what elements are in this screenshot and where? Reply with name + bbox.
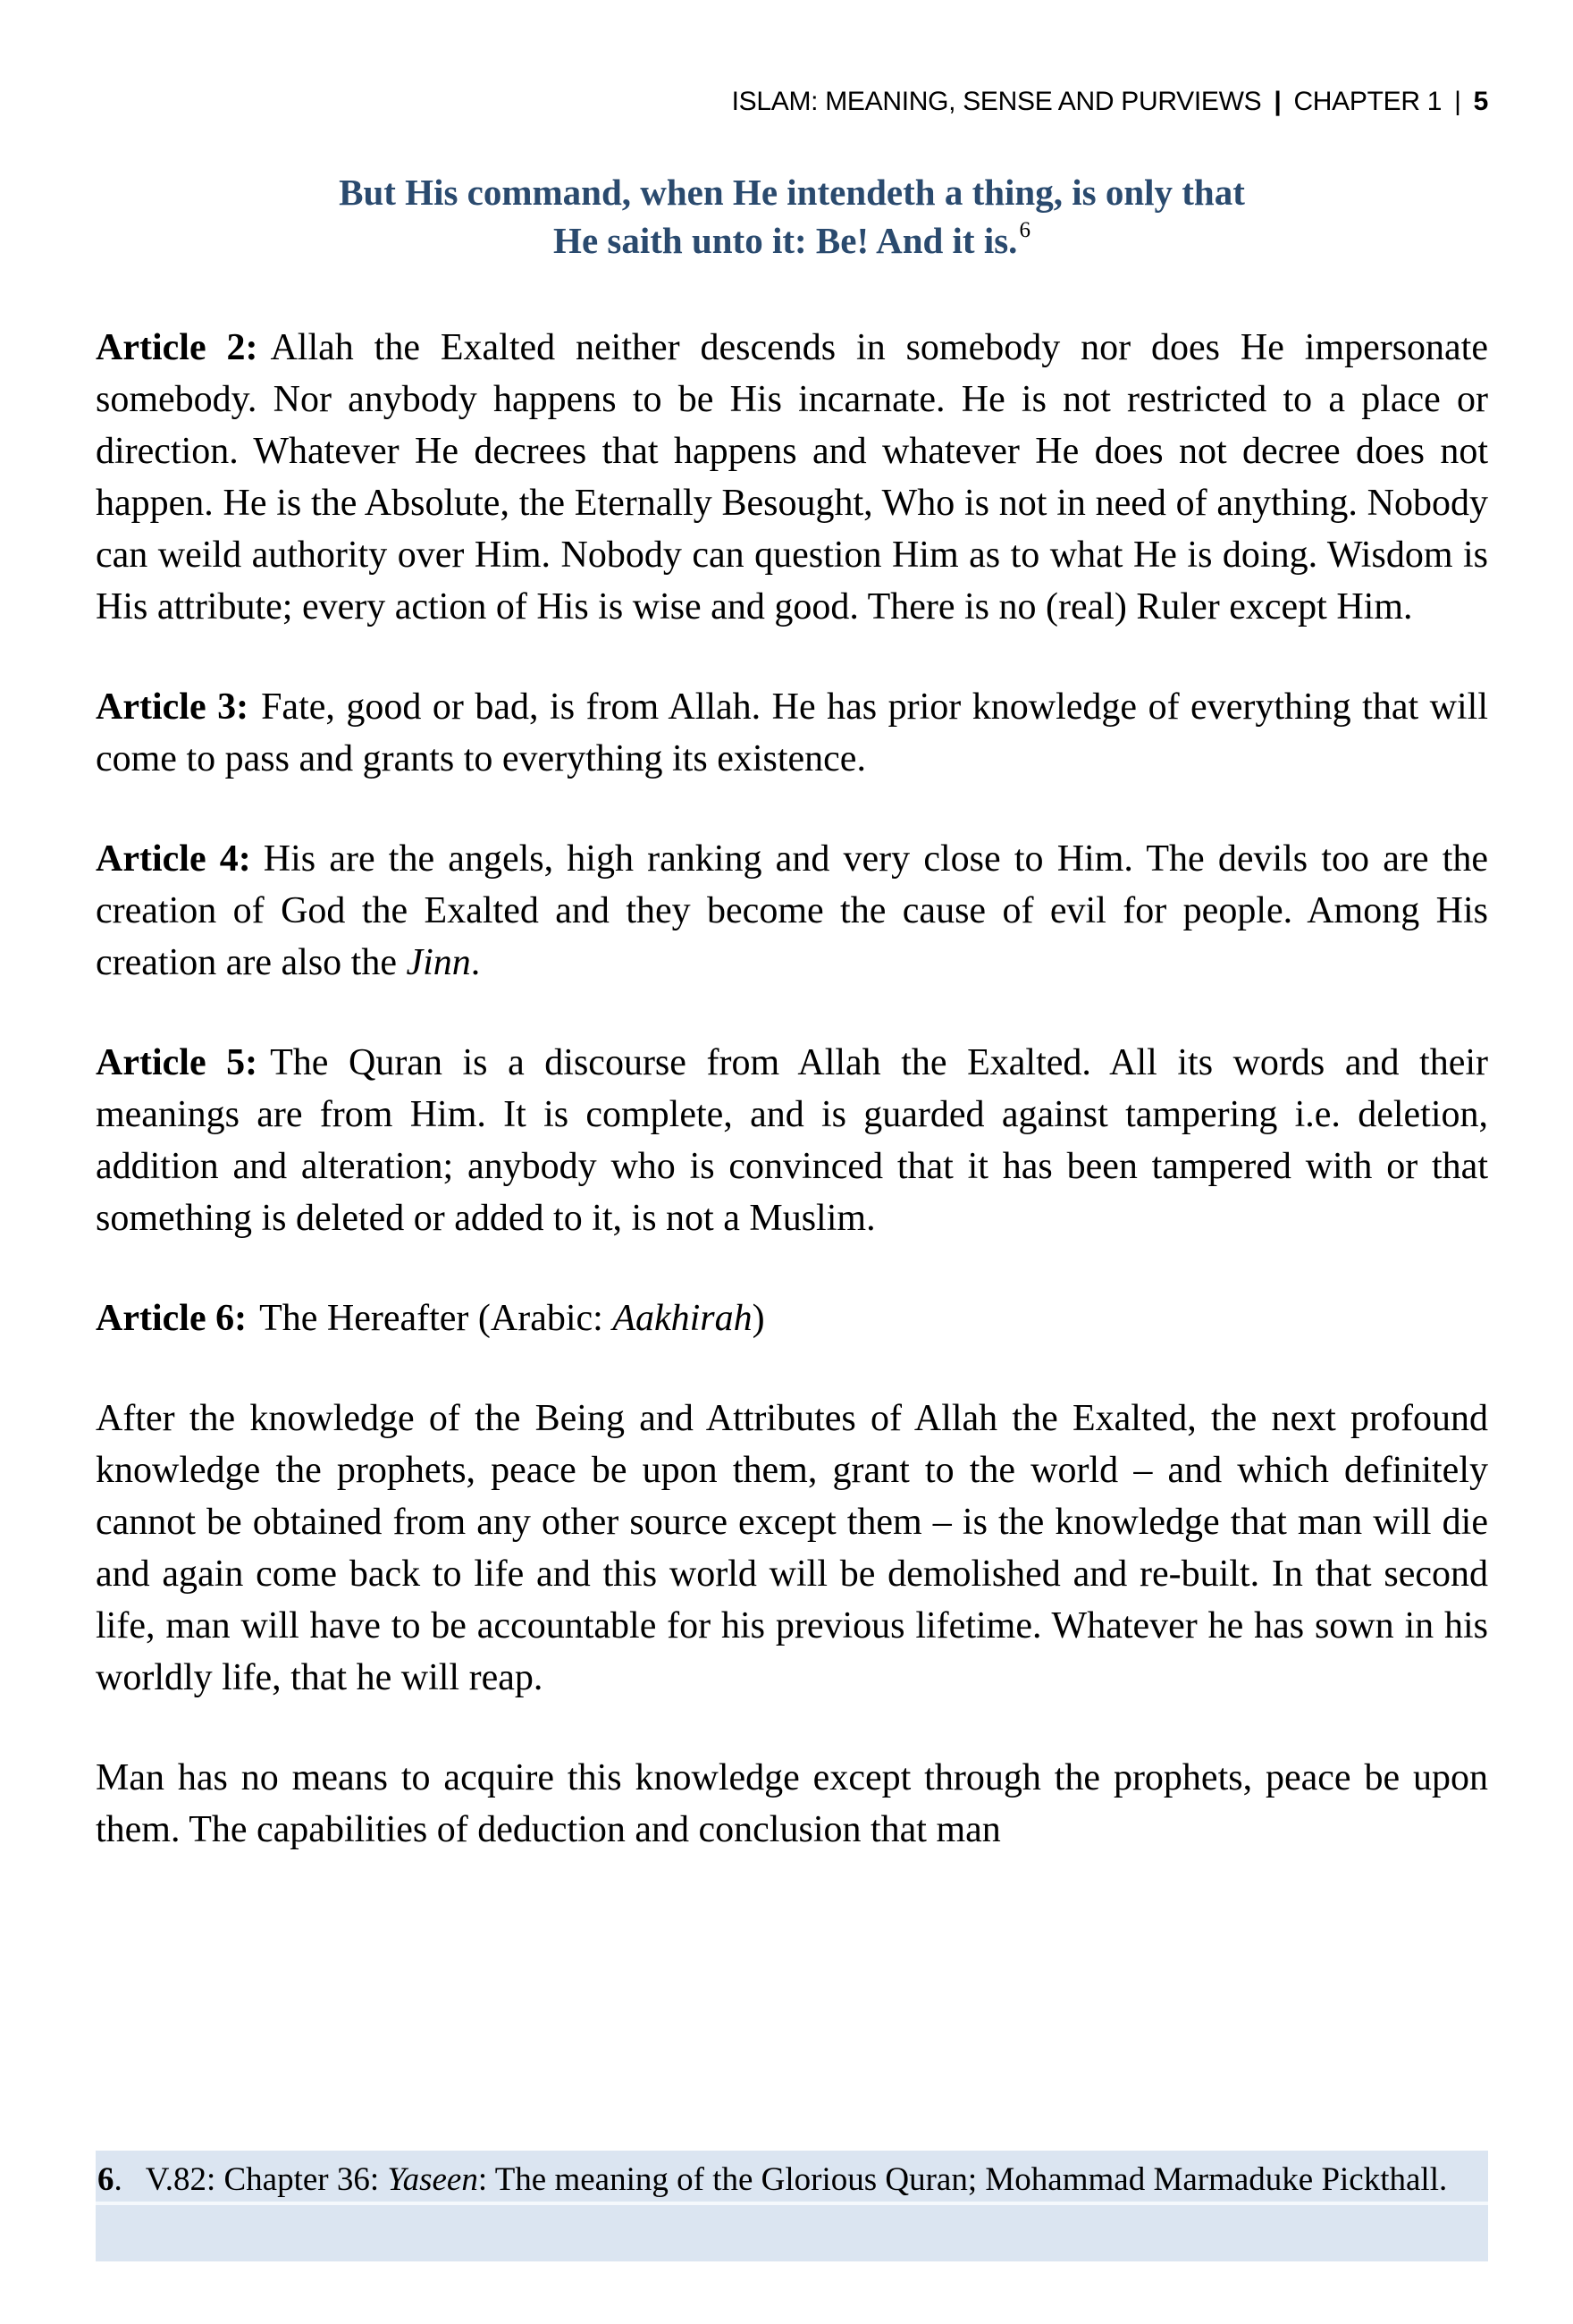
footnote — [96, 2151, 1488, 2261]
article-6-label: Article 6: — [96, 1298, 248, 1339]
running-header — [96, 86, 1488, 118]
footnote-italic: Yaseen — [387, 2161, 478, 2198]
article-5-label: Article 5: — [96, 1042, 258, 1083]
body-paragraph-hereafter-text: After the knowledge of the Being and Attributes of Allah the Exalted, the next profound knowledge the prophets, peace be upon them, grant to the world – and which definitely cannot be obtained from any other source except them – is the knowledge that man will die and again come back to life and this world will be demolished and re-built. In that second life, man will have to be accountable for his previous lifetime. Whatever he has sown in his worldly life, that he will reap. — [96, 1398, 1488, 1698]
page-number: 5 — [1473, 87, 1488, 116]
verse-quote-line1: But His command, when He intendeth a thing, is only that — [339, 172, 1245, 213]
article-2-label: Article 2: — [96, 327, 258, 368]
body-paragraph-prophets-text: Man has no means to acquire this knowledge except through the prophets, peace be upon them. The capabilities of deduction and conclusion that man — [96, 1757, 1488, 1850]
article-6-paragraph — [96, 1293, 1488, 1344]
article-5-text: The Quran is a discourse from Allah the Exalted. All its words and their meanings are from Him. It is complete, and is guarded against tampering i.e. deletion, addition and alteration; anybody who is convinced that it has been tampered with or that something is deleted or added to it, is not a Muslim. — [96, 1042, 1488, 1239]
header-separator: | — [1274, 87, 1282, 116]
article-2-paragraph — [96, 322, 1488, 633]
article-3-label: Article 3: — [96, 686, 249, 728]
footnote-tail: : The meaning of the Glorious Quran; Mohammad Marmaduke Pickthall. — [477, 2161, 1448, 2198]
footnote-reference: 6 — [1019, 218, 1030, 242]
verse-quote — [96, 168, 1488, 265]
article-4-italic: Jinn — [406, 942, 471, 983]
article-6-italic: Aakhirah — [612, 1298, 753, 1339]
article-6-text: The Hereafter (Arabic: — [259, 1298, 613, 1339]
article-4-text: His are the angels, high ranking and very close to Him. The devils too are the creation of God the Exalted and they become the cause of evil for people. Among His creation are also the — [96, 838, 1489, 983]
chapter-label: CHAPTER 1 — [1293, 87, 1443, 116]
footnote-text: V.82: Chapter 36: — [145, 2161, 388, 2198]
article-6-tail: ) — [752, 1298, 765, 1339]
header-separator: | — [1454, 87, 1461, 116]
article-4-paragraph — [96, 833, 1488, 989]
article-3-text: Fate, good or bad, is from Allah. He has prior knowledge of everything that will come to pass and grants to everything its existence. — [96, 686, 1488, 779]
body-paragraph-prophets — [96, 1752, 1488, 1856]
body-paragraph-hereafter — [96, 1393, 1488, 1704]
book-title: ISLAM: MEANING, SENSE AND PURVIEWS — [731, 87, 1262, 116]
article-4-label: Article 4: — [96, 838, 251, 880]
article-4-tail: . — [470, 942, 481, 983]
article-3-paragraph — [96, 681, 1488, 785]
footnote-number: 6 — [97, 2161, 114, 2198]
article-2-text: Allah the Exalted neither descends in somebody nor does He impersonate somebody. Nor anybody happens to be His incarnate. He is not restricted to a place or direction. Whatever He decrees that happens and whatever He does not decree does not happen. He is the Absolute, the Eternally Besought, Who is not in need of anything. Nobody can weild authority over Him. Nobody can question Him as to what He is doing. Wisdom is His attribute; every action of His is wise and good. There is no (real) Ruler except Him. — [96, 327, 1488, 627]
footnote-dot: . — [114, 2161, 122, 2198]
verse-quote-line2: He saith unto it: Be! And it is. — [553, 220, 1018, 261]
article-5-paragraph — [96, 1037, 1488, 1244]
